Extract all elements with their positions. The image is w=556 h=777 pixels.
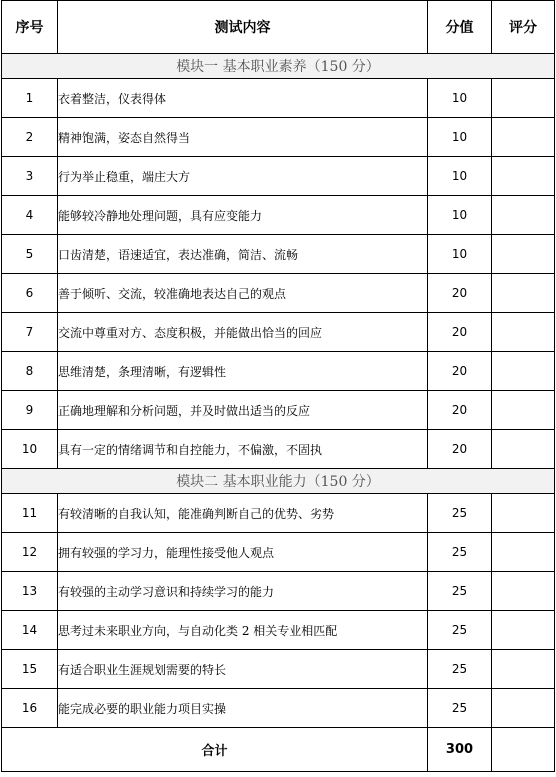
item-number: 16 [2,689,58,728]
header-row [2,1,555,54]
item-number: 15 [2,650,58,689]
table-row [2,572,555,611]
item-description: 思考过未来职业方向，与自动化类 2 相关专业相匹配 [58,611,428,650]
item-score: 25 [428,650,492,689]
item-description: 正确地理解和分析问题，并及时做出适当的反应 [58,391,428,430]
item-score: 20 [428,274,492,313]
item-number: 12 [2,533,58,572]
item-number: 14 [2,611,58,650]
item-description: 有较强的主动学习意识和持续学习的能力 [58,572,428,611]
item-description: 有适合职业生涯规划需要的特长 [58,650,428,689]
item-description: 能够较冷静地处理问题，具有应变能力 [58,196,428,235]
item-eval-cell[interactable] [492,118,555,157]
item-description: 具有一定的情绪调节和自控能力，不偏激，不固执 [58,430,428,469]
item-number: 7 [2,313,58,352]
item-description: 衣着整洁，仪表得体 [58,79,428,118]
table-row [2,196,555,235]
item-number: 2 [2,118,58,157]
item-description: 有较清晰的自我认知，能准确判断自己的优势、劣势 [58,494,428,533]
item-eval-cell[interactable] [492,494,555,533]
item-description: 善于倾听、交流，较准确地表达自己的观点 [58,274,428,313]
table-row [2,79,555,118]
item-score: 25 [428,494,492,533]
total-eval-cell[interactable] [492,728,555,772]
header-content: 测试内容 [58,1,428,54]
item-eval-cell[interactable] [492,430,555,469]
item-score: 10 [428,118,492,157]
table-row [2,118,555,157]
table-row [2,494,555,533]
item-score: 25 [428,533,492,572]
item-number: 11 [2,494,58,533]
item-score: 10 [428,79,492,118]
item-score: 25 [428,689,492,728]
table-row [2,689,555,728]
table-row [2,391,555,430]
item-description: 拥有较强的学习力，能理性接受他人观点 [58,533,428,572]
item-eval-cell[interactable] [492,572,555,611]
header-score: 分值 [428,1,492,54]
scoring-table [1,0,555,772]
table-row [2,157,555,196]
header-seq: 序号 [2,1,58,54]
item-eval-cell[interactable] [492,313,555,352]
item-eval-cell[interactable] [492,391,555,430]
item-score: 20 [428,391,492,430]
table-row [2,313,555,352]
table-row [2,611,555,650]
item-score: 25 [428,572,492,611]
item-eval-cell[interactable] [492,235,555,274]
item-description: 能完成必要的职业能力项目实操 [58,689,428,728]
module-header-row [2,469,555,494]
item-description: 思维清楚，条理清晰，有逻辑性 [58,352,428,391]
header-eval: 评分 [492,1,555,54]
item-eval-cell[interactable] [492,352,555,391]
item-number: 3 [2,157,58,196]
item-number: 10 [2,430,58,469]
table-row [2,235,555,274]
item-eval-cell[interactable] [492,274,555,313]
table-row [2,352,555,391]
item-number: 1 [2,79,58,118]
item-number: 13 [2,572,58,611]
item-eval-cell[interactable] [492,533,555,572]
item-eval-cell[interactable] [492,196,555,235]
item-score: 20 [428,313,492,352]
item-number: 5 [2,235,58,274]
item-number: 6 [2,274,58,313]
item-description: 口齿清楚，语速适宜，表达准确，简洁、流畅 [58,235,428,274]
module-header-row [2,54,555,79]
table-row [2,274,555,313]
item-score: 10 [428,196,492,235]
item-description: 交流中尊重对方、态度积极，并能做出恰当的回应 [58,313,428,352]
item-eval-cell[interactable] [492,79,555,118]
module-title: 模块二 基本职业能力（150 分） [2,469,555,494]
item-number: 9 [2,391,58,430]
item-number: 8 [2,352,58,391]
module-title: 模块一 基本职业素养（150 分） [2,54,555,79]
item-eval-cell[interactable] [492,689,555,728]
table-row [2,533,555,572]
item-number: 4 [2,196,58,235]
total-score: 300 [428,728,492,772]
item-score: 20 [428,352,492,391]
item-eval-cell[interactable] [492,157,555,196]
item-score: 20 [428,430,492,469]
item-score: 10 [428,235,492,274]
item-eval-cell[interactable] [492,650,555,689]
item-score: 10 [428,157,492,196]
table-row [2,430,555,469]
table-row [2,650,555,689]
total-label: 合计 [2,728,428,772]
item-description: 精神饱满，姿态自然得当 [58,118,428,157]
item-description: 行为举止稳重，端庄大方 [58,157,428,196]
item-eval-cell[interactable] [492,611,555,650]
total-row [2,728,555,772]
item-score: 25 [428,611,492,650]
